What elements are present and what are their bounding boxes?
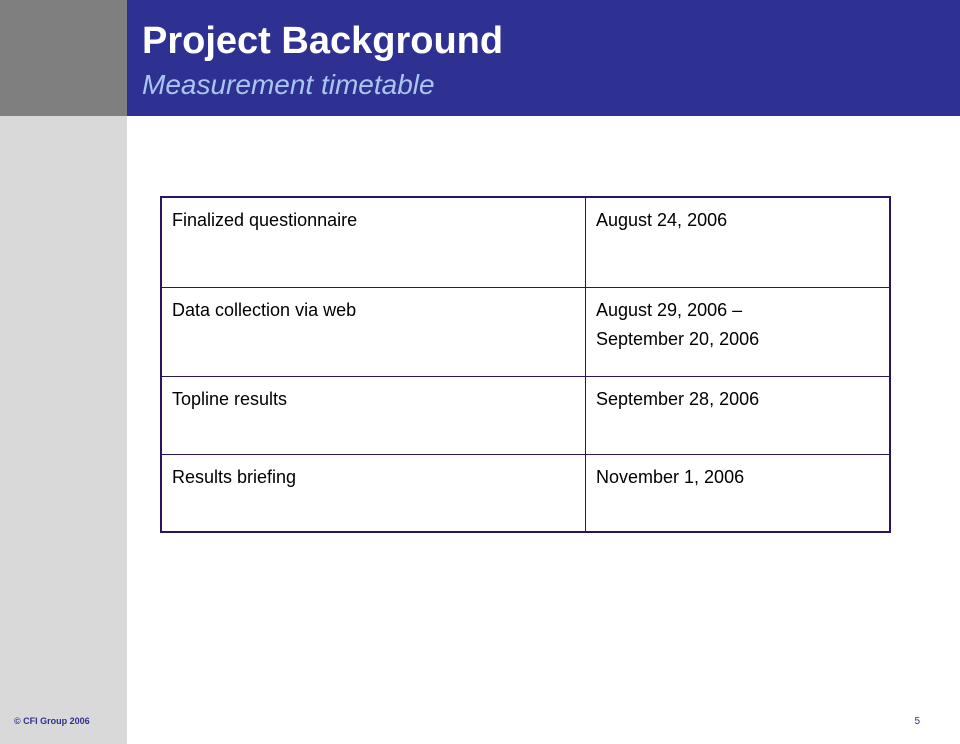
- activity-cell: Results briefing: [161, 454, 586, 532]
- date-cell: August 24, 2006: [586, 197, 891, 287]
- date-cell: November 1, 2006: [586, 454, 891, 532]
- timetable: [160, 196, 891, 533]
- table-row: [161, 376, 890, 454]
- date-cell: August 29, 2006 – September 20, 2006: [586, 287, 891, 376]
- footer-copyright: © CFI Group 2006: [14, 716, 90, 726]
- activity-cell: Topline results: [161, 376, 586, 454]
- slide-subtitle: Measurement timetable: [142, 69, 435, 100]
- table-row: [161, 287, 890, 376]
- slide-title: Project Background: [142, 20, 504, 62]
- activity-cell: Data collection via web: [161, 287, 586, 376]
- page-number: 5: [914, 716, 920, 727]
- table-row: [161, 454, 890, 532]
- corner-block: [0, 0, 127, 116]
- activity-cell: Finalized questionnaire: [161, 197, 586, 287]
- date-cell: September 28, 2006: [586, 376, 891, 454]
- table-row: [161, 197, 890, 287]
